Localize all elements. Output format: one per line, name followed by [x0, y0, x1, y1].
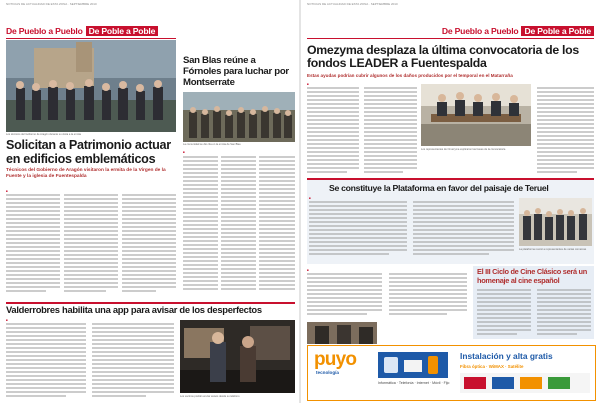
section-header: [442, 26, 594, 36]
section-title-secondary: De Poble a Poble: [86, 26, 159, 36]
ad-promo-sub: Fibra óptica · WiMAX · Satélite: [460, 364, 524, 369]
lead-photo: [421, 84, 531, 146]
lead-headline: Solicitan a Patrimonio actuar en edificios emblemáticos: [6, 138, 171, 166]
lead-byline: ■: [6, 189, 8, 193]
side-photo-caption: La comunidad se dio cita en la ermita de San Blas: [183, 143, 241, 146]
lead-headline: Omezyma desplaza la última convocatoria de los fondos LEADER a Fuentespalda: [307, 43, 579, 71]
left-page: [0, 0, 299, 403]
cine-left-text: [307, 272, 467, 322]
section-title: De Pueblo a Pueblo: [6, 26, 83, 36]
bottom-photo: [180, 320, 295, 393]
banner-body-text: [309, 200, 514, 260]
lead-photo: [6, 40, 176, 132]
cine-left-byline: ■: [307, 268, 309, 272]
section-title-secondary: De Poble a Poble: [521, 26, 594, 36]
section-rule: [307, 38, 594, 39]
bottom-headline: Valderrobres habilita una app para avisar de los desperfectos: [6, 304, 262, 315]
lead-deck: Técnicos del Gobierno de Aragón visitaron la ermita de la Virgen de la Fuente y la iglesia de Fuentespalda: [6, 168, 166, 179]
section-rule: [6, 38, 176, 39]
side-byline: ■: [183, 150, 185, 154]
side-body-text: [183, 155, 295, 299]
bottom-byline: ■: [6, 318, 8, 322]
ad-promo: Instalación y alta gratis: [460, 351, 553, 361]
section-title: De Pueblo a Pueblo: [441, 26, 519, 36]
ad-brand-sub: tecnología: [316, 370, 339, 375]
ad-graphic: [378, 352, 448, 378]
lead-photo-caption: Los técnicos del Gobierno de Aragón durante su visita a la ermita: [6, 133, 81, 136]
banner-photo: [519, 198, 592, 246]
bottom-photo-caption: Los vecinos podrán enviar avisos desde su teléfono: [180, 395, 240, 398]
cine-photo: [307, 322, 377, 344]
cine-body-text: [477, 288, 591, 338]
folio: NOTICIAS DE ACTUALIDAD DE ESTA ZONA · SEPTIEMBRE 2010: [6, 2, 97, 6]
cine-headline: El III Ciclo de Cine Clásico será un homenaje al cine español: [477, 267, 587, 285]
right-page: [301, 0, 600, 403]
folio: NOTICIAS DE ACTUALIDAD DE ESTA ZONA · SEPTIEMBRE 2010: [307, 2, 398, 6]
banner-rule: [307, 178, 594, 180]
banner-headline: Se constituye la Plataforma en favor del paisaje de Teruel: [329, 183, 549, 193]
side-headline: San Blas reúne a Fórnoles para luchar por Montserrate: [183, 55, 289, 88]
ad-brand: puyo: [314, 349, 357, 370]
ad-logos: [460, 373, 590, 393]
lead-body-text: [6, 193, 176, 299]
banner-byline: ■: [309, 196, 311, 200]
lead-byline: ■: [307, 82, 309, 86]
lead-deck: Estas ayudas podrían cubrir algunos de los daños producidos por el temporal en el Matarraña: [307, 73, 513, 78]
ad-services: Informática · Telefonía · Internet · Móvil · Fijo: [378, 381, 450, 385]
banner-photo-caption: La plataforma reunió a representantes de varias comarcas: [519, 248, 587, 251]
advertisement[interactable]: [307, 345, 596, 401]
bottom-body-text: [6, 322, 174, 400]
lead-side-text: [537, 86, 594, 176]
side-photo: [183, 92, 295, 142]
lead-photo-caption: Los representantes de Omezyma explicaron las bases de la convocatoria: [421, 148, 506, 151]
lead-body-text: [307, 86, 417, 176]
section-header: [6, 26, 158, 36]
